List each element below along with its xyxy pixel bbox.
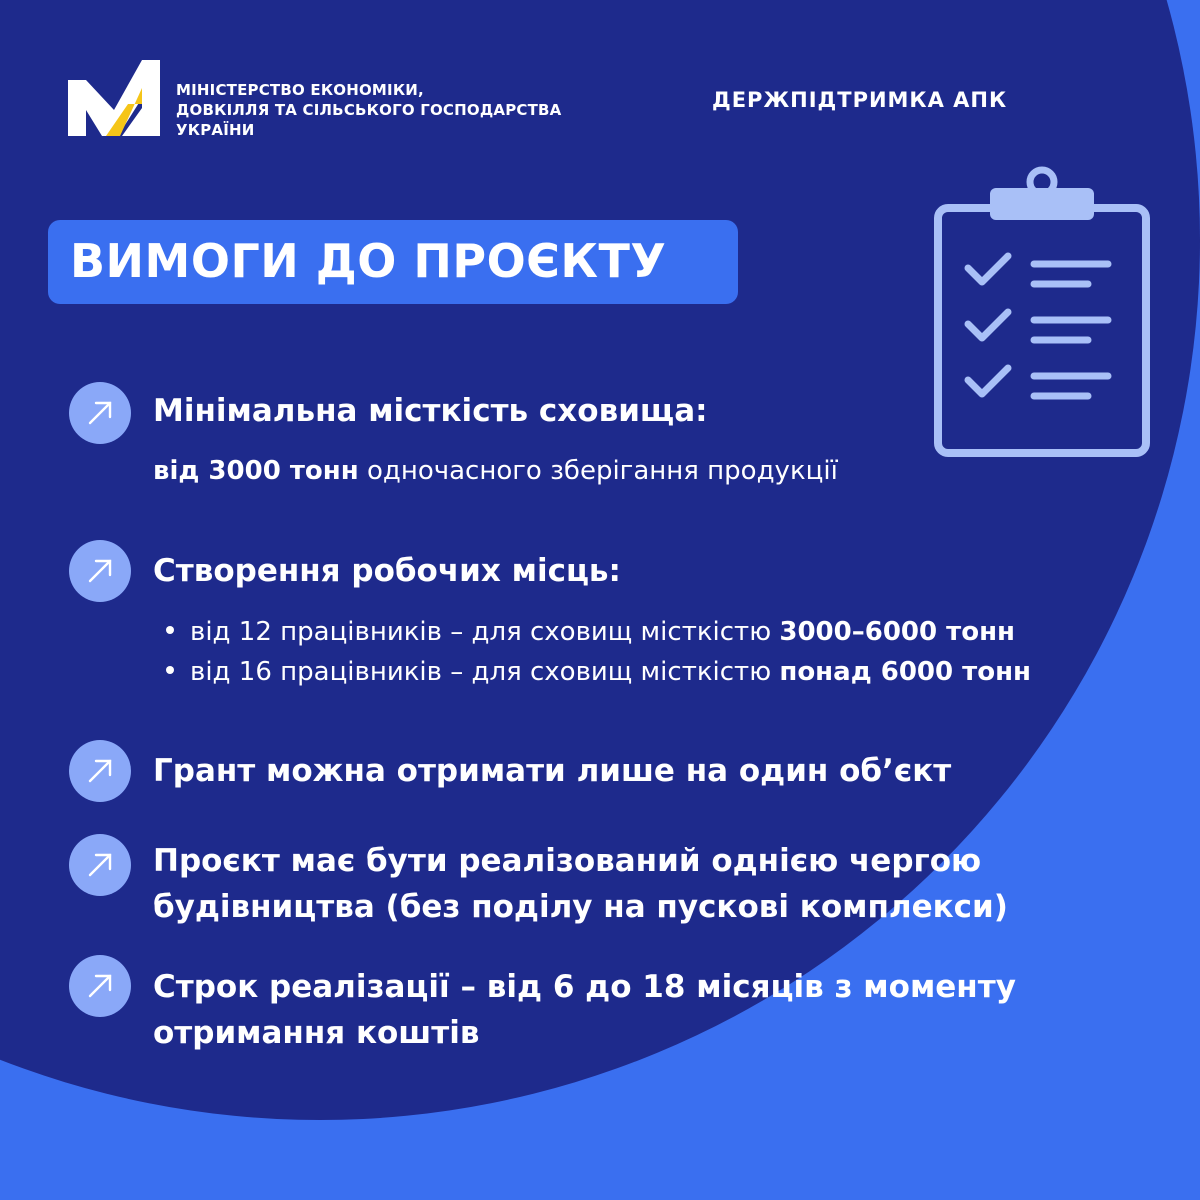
requirement-detail-capacity (153, 456, 838, 486)
arrow-up-right-icon (69, 955, 131, 1017)
requirement-construction-line-1: Проєкт має бути реалізований однією чергою (153, 843, 982, 879)
bullet-dot (166, 666, 174, 674)
capacity-rest: одночасного зберігання продукції (358, 456, 838, 486)
requirement-heading-term (153, 964, 1016, 1056)
requirement-heading-construction (153, 838, 1008, 930)
jobs-bullet-2-text: від 16 працівників – для сховищ місткістю (190, 657, 780, 687)
bullet-dot (166, 626, 174, 634)
ministry-name-line-2: ДОВКІЛЛЯ ТА СІЛЬСЬКОГО ГОСПОДАРСТВА (176, 101, 562, 119)
arrow-up-right-icon (69, 382, 131, 444)
ministry-name-line-3: УКРАЇНИ (176, 121, 255, 139)
ministry-logo (66, 58, 162, 138)
jobs-bullet-2-bold: понад 6000 тонн (779, 657, 1032, 687)
arrow-up-right-icon (69, 740, 131, 802)
jobs-bullet-2 (166, 657, 1031, 687)
header-tag: ДЕРЖПІДТРИМКА АПК (712, 88, 1008, 112)
requirement-term-line-2: отримання коштів (153, 1015, 480, 1051)
clipboard-checklist-icon (930, 160, 1155, 460)
requirement-heading-jobs: Створення робочих місць: (153, 553, 621, 589)
jobs-bullet-1-bold: 3000–6000 тонн (779, 617, 1015, 647)
requirement-construction-line-2: будівництва (без поділу на пускові комплекси) (153, 889, 1008, 925)
page-title: ВИМОГИ ДО ПРОЄКТУ (70, 234, 667, 288)
ministry-name-line-1: МІНІСТЕРСТВО ЕКОНОМІКИ, (176, 81, 424, 99)
requirement-heading-grant: Грант можна отримати лише на один об’єкт (153, 753, 952, 789)
requirement-term-line-1: Строк реалізації – від 6 до 18 місяців з моменту (153, 969, 1016, 1005)
jobs-bullet-1-text: від 12 працівників – для сховищ місткістю (190, 617, 780, 647)
jobs-bullet-1 (166, 617, 1015, 647)
arrow-up-right-icon (69, 540, 131, 602)
ministry-name (176, 80, 561, 140)
capacity-bold: від 3000 тонн (153, 456, 359, 486)
requirement-heading-capacity: Мінімальна місткість сховища: (153, 393, 708, 429)
arrow-up-right-icon (69, 834, 131, 896)
